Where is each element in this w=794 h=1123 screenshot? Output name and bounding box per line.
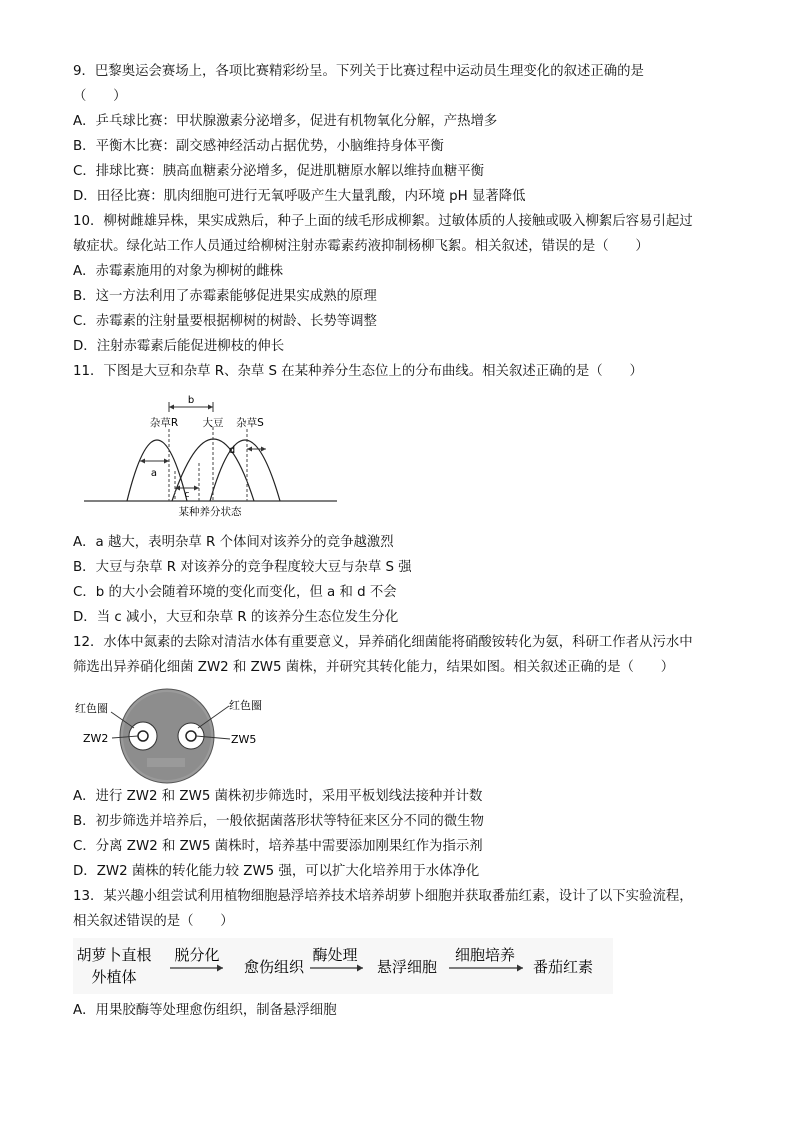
- q13-stem-line1: 13．某兴趣小组尝试利用植物细胞悬浮培养技术培养胡萝卜细胞并获取番茄红素，设计了以下实验流程，: [73, 889, 693, 904]
- q10-stem-line2: 敏症状。绿化站工作人员通过给柳树注射赤霉素药液抑制杨柳飞絮。相关叙述，错误的是（ ）: [73, 239, 649, 254]
- q10-option-d: D．注射赤霉素后能促进柳枝的伸长: [73, 339, 285, 354]
- q13-option-a: A．用果胶酶等处理愈伤组织，制备悬浮细胞: [73, 1003, 337, 1018]
- flow-label-cell-culture: 细胞培养: [454, 946, 516, 964]
- q11-option-b: B．大豆与杂草 R 对该养分的竞争程度较大豆与杂草 S 强: [73, 560, 412, 575]
- label-a: a: [150, 468, 158, 479]
- x-axis-label: 某种养分状态: [178, 506, 242, 518]
- niche-curve-figure: [82, 393, 344, 519]
- experiment-flow-figure: [73, 938, 613, 994]
- zw5-colony: [186, 731, 196, 741]
- culture-plate-figure: [73, 688, 273, 788]
- label-b: b: [187, 395, 195, 406]
- q11-stem: 11．下图是大豆和杂草 R、杂草 S 在某种养分生态位上的分布曲线。相关叙述正确的是（ ）: [73, 364, 643, 379]
- q9-option-b: B．平衡木比赛：副交感神经活动占据优势，小脑维持身体平衡: [73, 139, 444, 154]
- zw2-colony: [138, 731, 148, 741]
- q11-option-a: A．a 越大，表明杂草 R 个体间对该养分的竞争越激烈: [73, 535, 394, 550]
- q11-option-d: D．当 c 减小，大豆和杂草 R 的该养分生态位发生分化: [73, 610, 399, 625]
- flow-label-enzyme: 酶处理: [312, 946, 358, 964]
- label-weed-r: 杂草R: [149, 417, 179, 429]
- q9-option-a: A．乒乓球比赛：甲状腺激素分泌增多，促进有机物氧化分解，产热增多: [73, 114, 498, 129]
- q9-stem-line1: 9．巴黎奥运会赛场上，各项比赛精彩纷呈。下列关于比赛过程中运动员生理变化的叙述正确的是: [73, 64, 644, 79]
- flow-node-suspension-cells: 悬浮细胞: [376, 958, 438, 976]
- q13-stem-line2: 相关叙述错误的是（ ）: [73, 914, 234, 929]
- label-zw2: ZW2: [83, 732, 109, 745]
- q12-stem-line2: 筛选出异养硝化细菌 ZW2 和 ZW5 菌株，并研究其转化能力，结果如图。相关叙述正确的是（ ）: [73, 660, 675, 675]
- q9-option-d: D．田径比赛：肌肉细胞可进行无氧呼吸产生大量乳酸，内环境 pH 显著降低: [73, 189, 526, 204]
- q12-option-b: B．初步筛选并培养后，一般依据菌落形状等特征来区分不同的微生物: [73, 814, 484, 829]
- flow-node-callus: 愈伤组织: [243, 958, 305, 976]
- label-soybean: 大豆: [202, 417, 224, 429]
- flow-node-carrot-line2: 外植体: [91, 968, 137, 986]
- q12-stem-line1: 12．水体中氮素的去除对清洁水体有重要意义，异养硝化细菌能将硝酸铵转化为氨，科研工作者从污水中: [73, 635, 693, 650]
- q9-option-c: C．排球比赛：胰高血糖素分泌增多，促进肌糖原水解以维持血糖平衡: [73, 164, 485, 179]
- curve-weed-s: [210, 440, 280, 501]
- q10-stem-line1: 10．柳树雌雄异株，果实成熟后，种子上面的绒毛形成柳絮。过敏体质的人接触或吸入柳絮后容易引起过: [73, 214, 693, 229]
- q9-stem-line2: （ ）: [73, 89, 127, 104]
- q10-option-b: B．这一方法利用了赤霉素能够促进果实成熟的原理: [73, 289, 377, 304]
- q10-option-c: C．赤霉素的注射量要根据柳树的树龄、长势等调整: [73, 314, 377, 329]
- flow-node-carrot-line1: 胡萝卜直根: [76, 946, 152, 964]
- label-zw5: ZW5: [231, 733, 257, 746]
- label-red-ring-right: 红色圈: [229, 699, 262, 712]
- q12-option-d: D．ZW2 菌株的转化能力较 ZW5 强，可以扩大化培养用于水体净化: [73, 864, 480, 879]
- flow-label-dedifferentiation: 脱分化: [174, 946, 220, 964]
- label-red-ring-left: 红色圈: [75, 702, 108, 715]
- q10-option-a: A．赤霉素施用的对象为柳树的雌株: [73, 264, 284, 279]
- q12-option-a: A．进行 ZW2 和 ZW5 菌株初步筛选时，采用平板划线法接种并计数: [73, 789, 483, 804]
- label-c: c: [184, 490, 190, 500]
- label-weed-s: 杂草S: [236, 417, 264, 429]
- q11-option-c: C．b 的大小会随着环境的变化而变化，但 a 和 d 不会: [73, 585, 397, 600]
- q12-option-c: C．分离 ZW2 和 ZW5 菌株时，培养基中需要添加刚果红作为指示剂: [73, 839, 483, 854]
- flow-node-lycopene: 番茄红素: [532, 958, 594, 976]
- label-d: d: [228, 445, 236, 456]
